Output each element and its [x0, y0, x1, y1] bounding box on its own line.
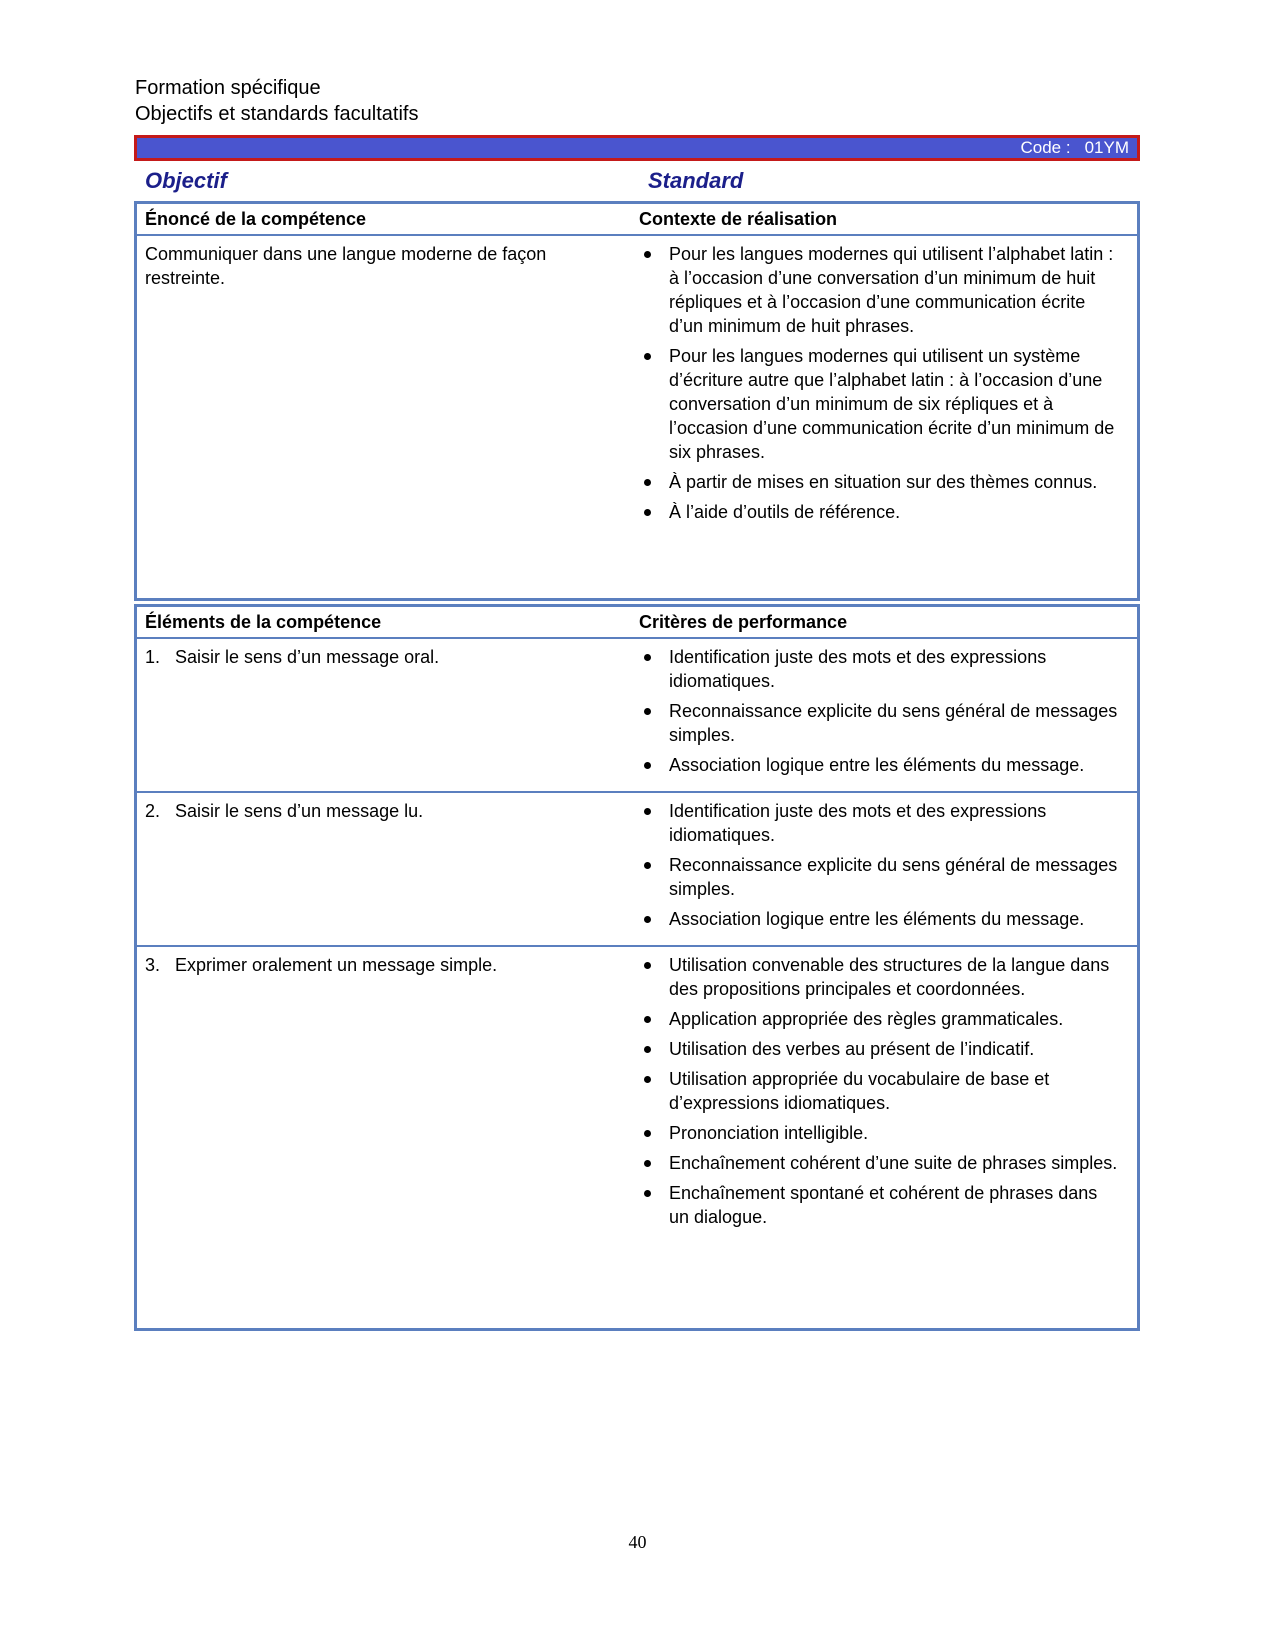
criterion-item: Enchaînement spontané et cohérent de phrases dans un dialogue.	[639, 1181, 1121, 1229]
element-cell	[137, 947, 639, 1243]
criterion-item: Association logique entre les éléments du message.	[639, 753, 1121, 777]
standard-heading: Standard	[648, 168, 744, 193]
element-number: 1.	[145, 647, 161, 667]
criterion-item: Association logique entre les éléments du message.	[639, 907, 1121, 931]
page-number: 40	[628, 1532, 647, 1552]
criterion-item: Identification juste des mots et des expressions idiomatiques.	[639, 645, 1121, 693]
criterion-item: Reconnaissance explicite du sens général de messages simples.	[639, 699, 1121, 747]
elements-table	[134, 604, 1140, 1331]
elements-table-header	[137, 607, 1137, 639]
criteria-cell	[639, 947, 1137, 1243]
criteria-list	[639, 645, 1121, 777]
context-item: Pour les langues modernes qui utilisent un système d’écriture autre que l’alphabet latin : à l’occasion d’une conversation d’un minimum de six répliques et à l’occasion d’une communication écrite d’un minimum de six phrases.	[639, 344, 1121, 464]
table-row	[137, 945, 1137, 1243]
context-cell	[639, 236, 1137, 538]
criteria-cell	[639, 793, 1137, 945]
element-number: 2.	[145, 801, 161, 821]
objective-heading: Objectif	[145, 168, 227, 193]
criterion-item: Application appropriée des règles grammaticales.	[639, 1007, 1121, 1031]
code-value: 01YM	[1084, 138, 1129, 157]
element-cell	[137, 793, 639, 945]
competence-row	[137, 236, 1137, 538]
element-text: Saisir le sens d’un message oral.	[175, 647, 440, 667]
statement-column-header: Énoncé de la compétence	[145, 209, 367, 229]
criterion-item: Prononciation intelligible.	[639, 1121, 1121, 1145]
table-row	[137, 791, 1137, 945]
element-cell	[137, 639, 639, 791]
element-number: 3.	[145, 955, 161, 975]
context-item: Pour les langues modernes qui utilisent l’alphabet latin : à l’occasion d’une conversation d’un minimum de huit répliques et à l’occasion d’une communication écrite d’un minimum de huit phrases.	[639, 242, 1121, 338]
element-text: Exprimer oralement un message simple.	[175, 955, 498, 975]
context-column-header: Contexte de réalisation	[639, 209, 838, 229]
element-text: Saisir le sens d’un message lu.	[175, 801, 424, 821]
table-row	[137, 639, 1137, 791]
competence-table-header	[137, 204, 1137, 236]
column-headings	[0, 167, 1275, 197]
criterion-item: Enchaînement cohérent d’une suite de phrases simples.	[639, 1151, 1121, 1175]
criteria-cell	[639, 639, 1137, 791]
competence-table	[134, 201, 1140, 601]
criterion-item: Utilisation appropriée du vocabulaire de base et d’expressions idiomatiques.	[639, 1067, 1121, 1115]
criterion-item: Reconnaissance explicite du sens général de messages simples.	[639, 853, 1121, 901]
context-list	[639, 242, 1121, 524]
context-item: À l’aide d’outils de référence.	[639, 500, 1121, 524]
context-item: À partir de mises en situation sur des thèmes connus.	[639, 470, 1121, 494]
elements-column-header: Éléments de la compétence	[145, 612, 382, 632]
criteria-list	[639, 953, 1121, 1229]
section-title: Formation spécifique	[135, 77, 321, 99]
criterion-item: Utilisation des verbes au présent de l’indicatif.	[639, 1037, 1121, 1061]
code-label: Code :	[1020, 138, 1071, 157]
competence-statement: Communiquer dans une langue moderne de façon restreinte.	[145, 244, 547, 288]
criteria-column-header: Critères de performance	[639, 612, 848, 632]
code-bar	[134, 135, 1140, 161]
criteria-list	[639, 799, 1121, 931]
subsection-title: Objectifs et standards facultatifs	[135, 103, 419, 125]
criterion-item: Utilisation convenable des structures de la langue dans des propositions principales et coordonnées.	[639, 953, 1121, 1001]
criterion-item: Identification juste des mots et des expressions idiomatiques.	[639, 799, 1121, 847]
